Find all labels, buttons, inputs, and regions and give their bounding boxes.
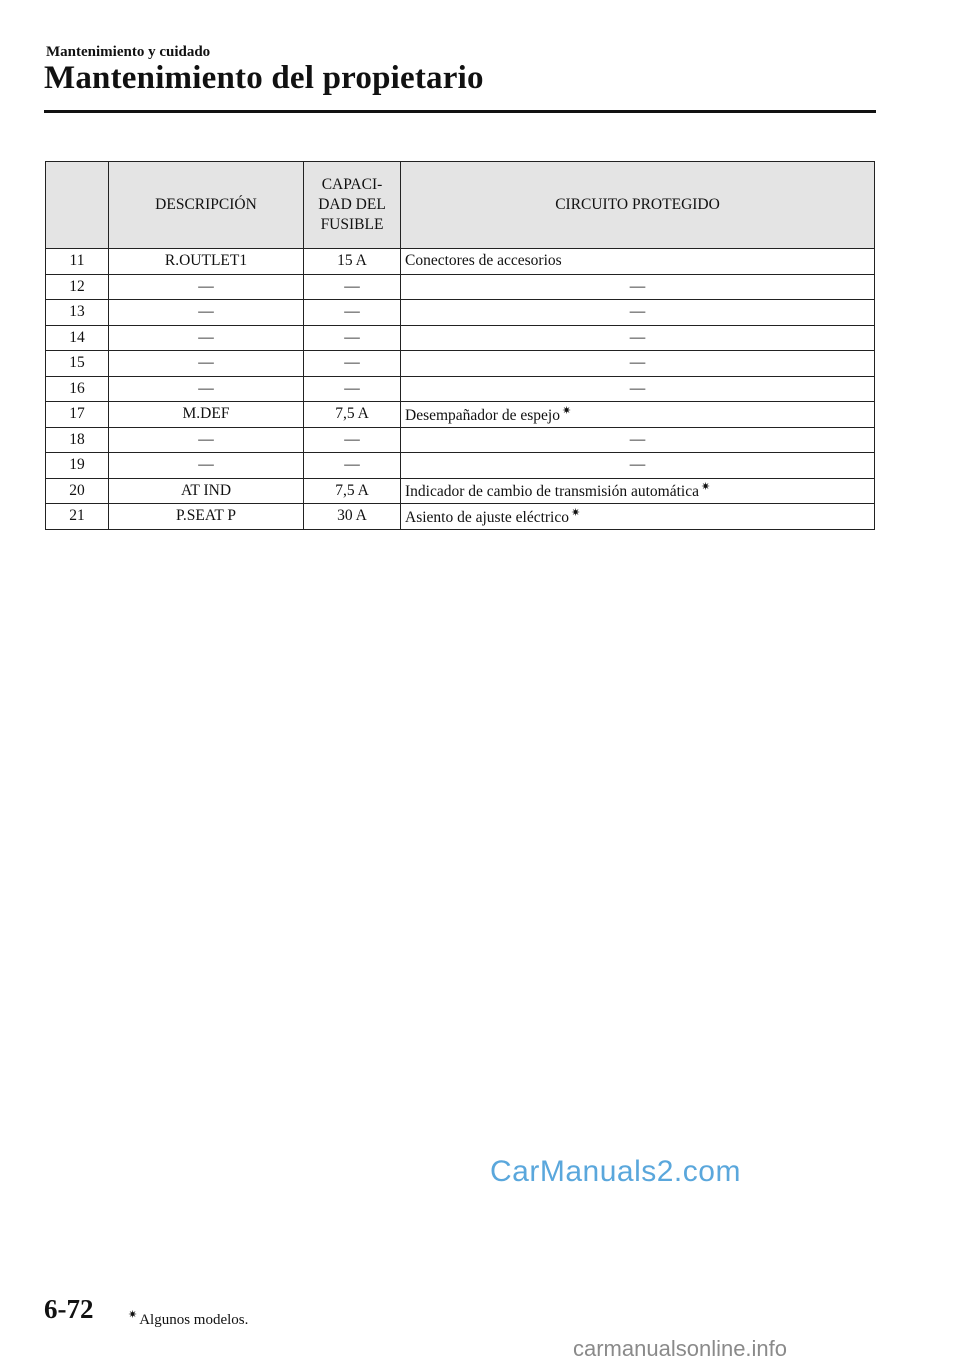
cell-circuit (401, 376, 875, 402)
cell-circuit (401, 427, 875, 453)
header-circuit: CIRCUITO PROTEGIDO (401, 162, 875, 249)
table-row (46, 351, 875, 377)
cell-circuit (401, 325, 875, 351)
cell-description: — (109, 427, 304, 453)
cell-number: 18 (46, 427, 109, 453)
table-header-row (46, 162, 875, 249)
cell-description: R.OUTLET1 (109, 249, 304, 275)
table-row (46, 249, 875, 275)
asterisk-icon: ✷ (561, 404, 572, 417)
cell-capacity: — (304, 453, 401, 479)
cell-capacity: — (304, 351, 401, 377)
circuit-text: Desempañador de espejo (405, 406, 560, 424)
cell-description: — (109, 351, 304, 377)
cell-description: — (109, 325, 304, 351)
circuit-text: — (629, 303, 646, 321)
table-row (46, 402, 875, 428)
cell-capacity: — (304, 427, 401, 453)
table-row (46, 453, 875, 479)
asterisk-icon: ✷ (128, 1309, 138, 1321)
cell-description: — (109, 376, 304, 402)
cell-number: 13 (46, 300, 109, 326)
cell-number: 19 (46, 453, 109, 479)
table-row (46, 300, 875, 326)
cell-capacity: — (304, 376, 401, 402)
table-row (46, 504, 875, 530)
header-description: DESCRIPCIÓN (109, 162, 304, 249)
header-number (46, 162, 109, 249)
cell-number: 15 (46, 351, 109, 377)
cell-capacity: 7,5 A (304, 402, 401, 428)
circuit-text: Asiento de ajuste eléctrico (405, 508, 569, 526)
cell-capacity: — (304, 325, 401, 351)
table-row (46, 427, 875, 453)
cell-number: 12 (46, 274, 109, 300)
circuit-text: — (629, 430, 646, 448)
cell-circuit (401, 402, 875, 428)
cell-number: 20 (46, 478, 109, 504)
cell-description: M.DEF (109, 402, 304, 428)
site-watermark: carmanualsonline.info (573, 1336, 788, 1361)
circuit-text: — (629, 354, 646, 372)
cell-description: — (109, 300, 304, 326)
circuit-text: Indicador de cambio de transmisión automática (405, 483, 699, 501)
cell-number: 21 (46, 504, 109, 530)
title-rule (44, 110, 876, 113)
cell-capacity: — (304, 300, 401, 326)
cell-circuit (401, 274, 875, 300)
cell-capacity: 30 A (304, 504, 401, 530)
page-number: 6-72 (44, 1294, 94, 1324)
header-capacity-line: CAPACI- (321, 176, 383, 193)
header-capacity-line: FUSIBLE (320, 216, 384, 233)
cell-description: — (109, 274, 304, 300)
cell-capacity: 7,5 A (304, 478, 401, 504)
section-label: Mantenimiento y cuidado (46, 44, 211, 60)
fuse-table (45, 161, 875, 530)
circuit-text: — (629, 328, 646, 346)
watermark-logo: CarManuals2.com (490, 1155, 741, 1188)
cell-circuit (401, 478, 875, 504)
header-capacity (304, 162, 401, 249)
fuse-table-body (46, 249, 875, 530)
footnote (128, 1308, 248, 1329)
cell-circuit (401, 351, 875, 377)
table-row (46, 478, 875, 504)
circuit-text: — (629, 456, 646, 474)
circuit-text: Conectores de accesorios (405, 252, 562, 270)
cell-capacity: — (304, 274, 401, 300)
table-row (46, 376, 875, 402)
cell-description: — (109, 453, 304, 479)
asterisk-icon: ✷ (700, 481, 711, 494)
cell-description: P.SEAT P (109, 504, 304, 530)
table-row (46, 325, 875, 351)
cell-circuit (401, 453, 875, 479)
cell-circuit (401, 504, 875, 530)
cell-number: 16 (46, 376, 109, 402)
asterisk-icon: ✷ (570, 506, 581, 519)
table-row (46, 274, 875, 300)
cell-number: 14 (46, 325, 109, 351)
circuit-text: — (629, 277, 646, 295)
cell-capacity: 15 A (304, 249, 401, 275)
cell-circuit (401, 249, 875, 275)
header-capacity-line: DAD DEL (318, 196, 386, 213)
circuit-text: — (629, 379, 646, 397)
footnote-text: Algunos modelos. (139, 1312, 249, 1328)
cell-number: 11 (46, 249, 109, 275)
cell-circuit (401, 300, 875, 326)
page-title: Mantenimiento del propietario (44, 60, 484, 96)
cell-description: AT IND (109, 478, 304, 504)
cell-number: 17 (46, 402, 109, 428)
